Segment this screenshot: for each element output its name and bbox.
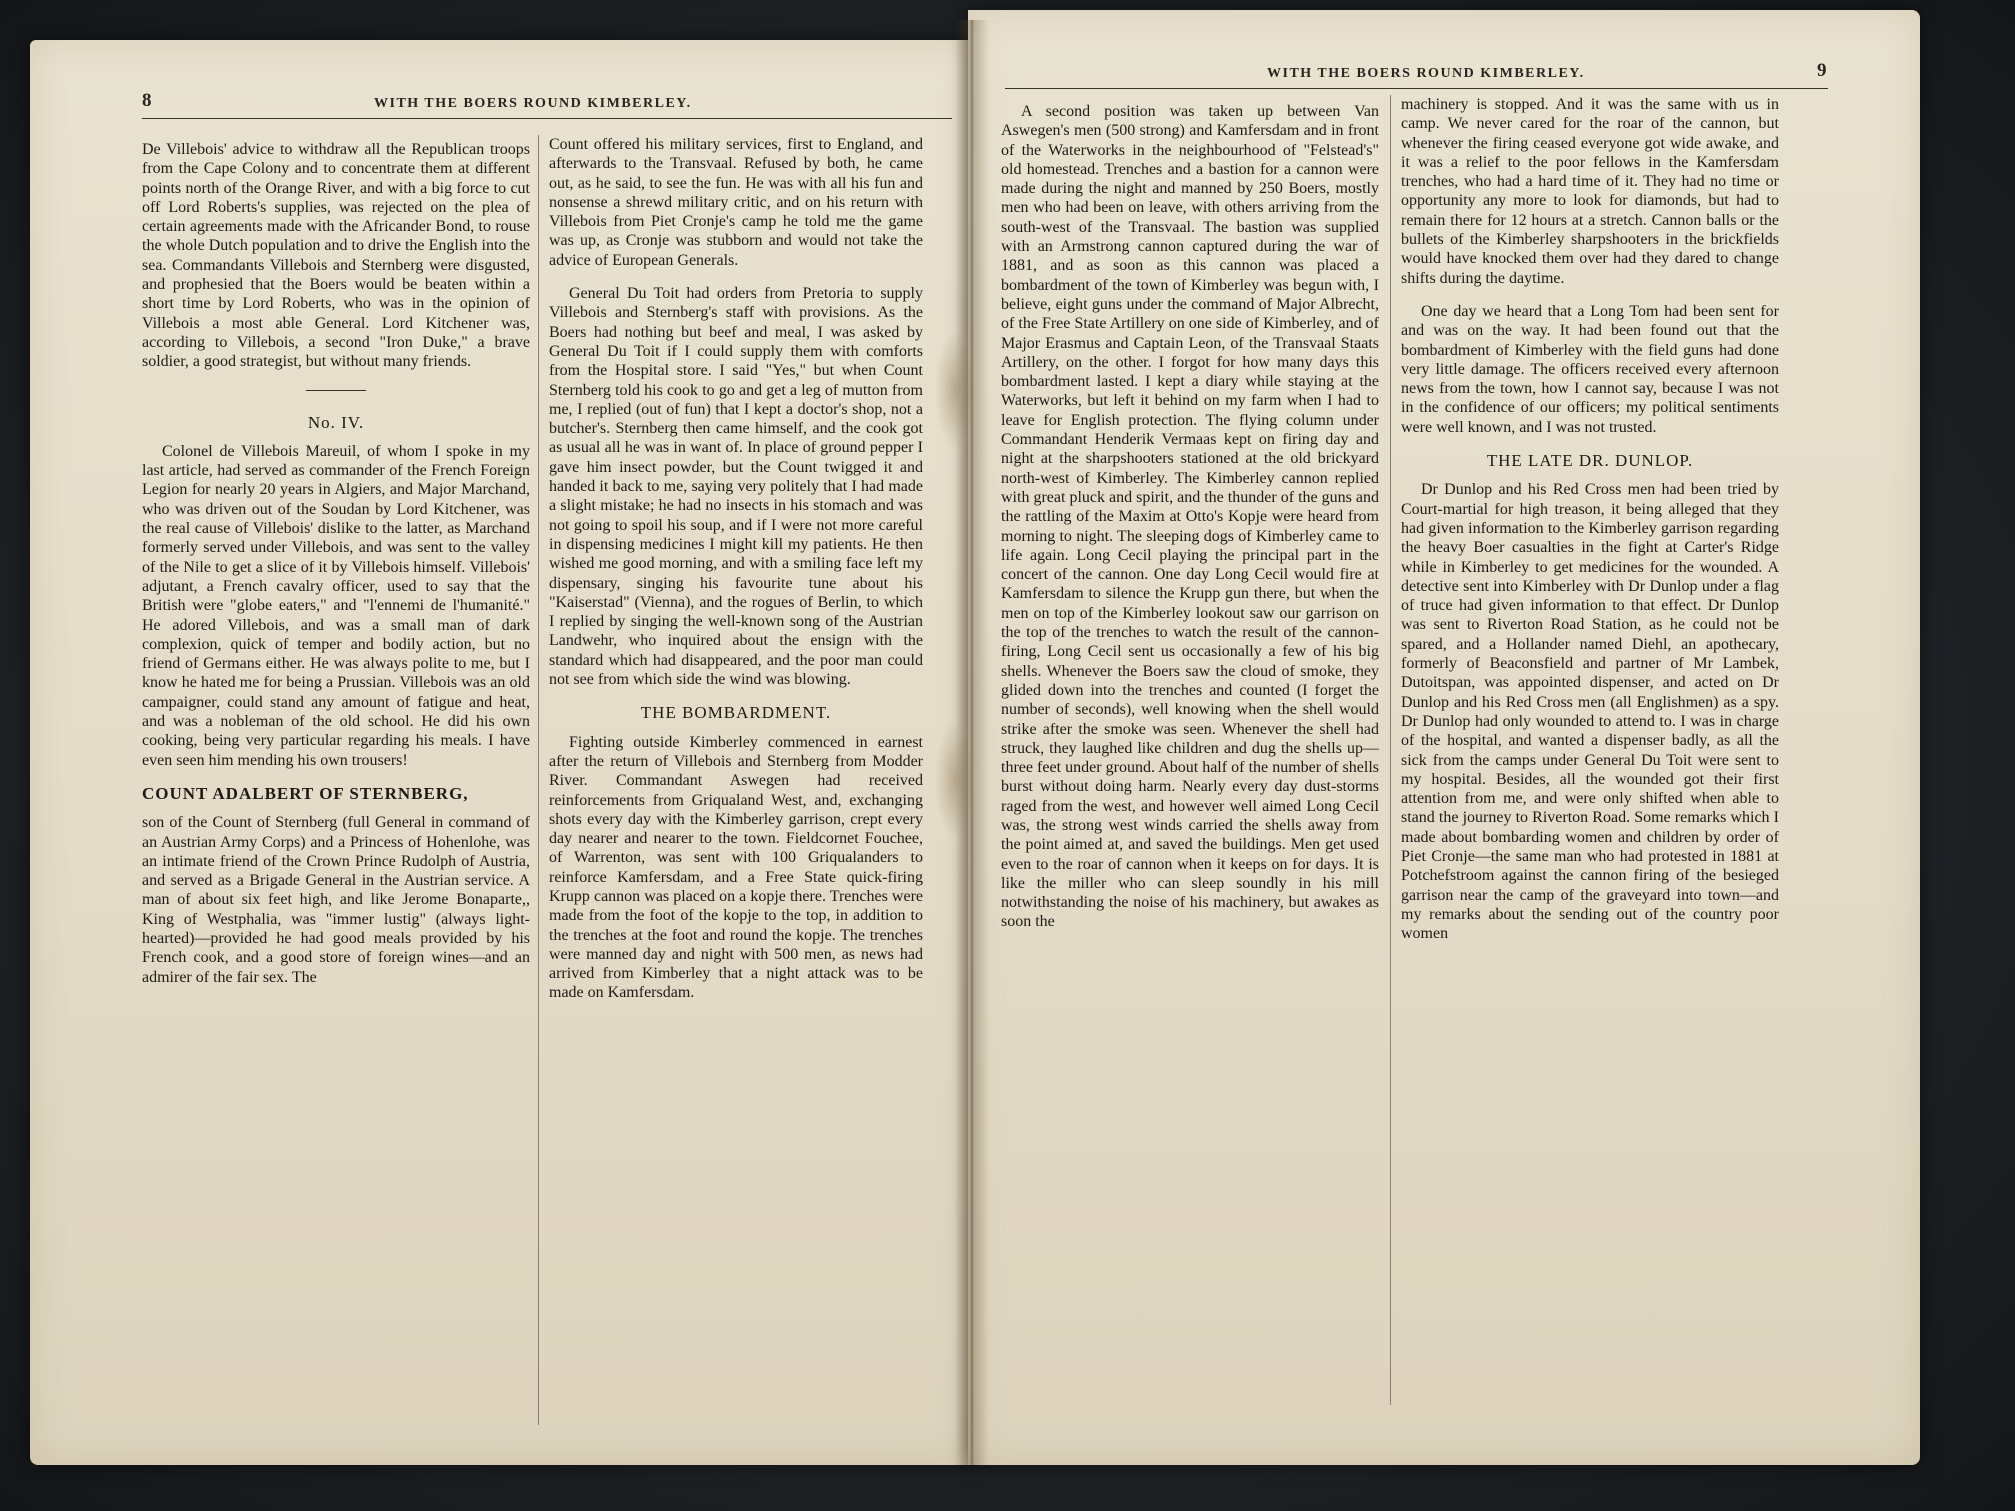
- right-col2-paragraph-3: Dr Dunlop and his Red Cross men had been tried by Court-martial for high treason, it being alleged that they had given information to the Kimberley garrison regarding the heavy Boer casualties in the fight at Carter's Ridge while in Kimberley to get medicines for the wounded. A detective sent into Kimberley with Dr Dunlop under a flag of truce had given information to that effect. Dr Dunlop was sent to Riverton Road Station, as he could not be spared, and a Hollander named Diehl, an apothecary, formerly of Beaconsfield and partner of Mr Lambek, Dutoitspan, was appointed dispenser, and acted on Dr Dunlop and his Red Cross men (all Englishmen) as a spy. Dr Dunlop had only wounded to attend to. I was in charge of the hospital, and wanted a dispenser badly, as all the sick from the camps under General Du Toit were sent to my hospital. Besides, all the wounded got their first attention from me, and were only shifted when able to stand the journey to Riverton Road. Some remarks which I made about bombarding women and children by order of Piet Cronje—the same man who had protested in 1881 at Potchefstroom against the cannon firing of the besieged garrison near the camp of the graveyard into town—and my remarks about the sending out of the country poor women: [1401, 481, 1779, 943]
- left-col2-paragraph-3: Fighting outside Kimberley commenced in earnest after the return of Villebois and Sternberg from Modder River. Commandant Aswegen had received reinforcements from Griqualand West, and, exchanging shots every day with the Kimberley garrison, crept every day nearer and nearer to the town. Fieldcornet Fouchee, of Warrenton, was sent with 100 Griqualanders to reinforce Kamfersdam, and a Free State quick-firing Krupp cannon was placed on a kopje there. Trenches were made from the foot of the kopje to the top, in addition to the trenches at the foot and round the kopje. The trenches were manned day and night with 500 men, as news had arrived from Kimberley that a night attack was to be made on Kamfersdam.: [549, 733, 923, 1002]
- left-page-number: 8: [142, 90, 153, 111]
- left-column-1: [142, 140, 530, 1420]
- left-col1-paragraph-3: son of the Count of Sternberg (full General in command of an Austrian Army Corps) and a Princess of Hohenlohe, was an intimate friend of the Crown Prince Rudolph of Austria, and served as a Brigade General in the Austrian service. A man of about six feet high, and like Jerome Bonaparte,, King of Westphalia, was "immer lustig" (always light-hearted)—provided he had good meals provided by his French cook, and a good store of foreign wines—and an admirer of the fair sex. The: [142, 814, 530, 986]
- right-column-2: [1390, 95, 1779, 1405]
- left-col2-paragraph-1: Count offered his military services, first to England, and afterwards to the Transvaal. Refused by both, he came out, as he said, to see the fun. He was with all his fun and nonsense a shrewd military critic, and on his return with Villebois from Piet Cronje's camp he told me the game was up, as Cronje was stubborn and would not take the advice of European Generals.: [549, 136, 923, 269]
- section-divider: [306, 390, 366, 391]
- spine-stain: [935, 330, 975, 450]
- left-col2-paragraph-2: General Du Toit had orders from Pretoria to supply Villebois and Sternberg's staff with provisions. As the Boers had nothing but beef and meal, I was asked by General Du Toit if I could supply them with comforts from the Hospital store. I said "Yes," but when Count Sternberg told his cook to go and get a leg of mutton from me, I replied (out of fun) that I kept a doctor's shop, not a butcher's. Sternberg then came himself, and the cook got as usual all he was in want of. In place of ground pepper I gave him insect powder, but the Count twigged it and handed it back to me, saying very politely that I had made a slight mistake; he had no insects in his stomach and was not going to spoil his soup, and if I were not more careful in dispensing medicines I might kill my patients. He then wished me good morning, and with a smiling face left my dispensary, singing his favourite tune about his "Kaiserstad" (Vienna), and the rogues of Berlin, to which I replied by singing the well-known song of the Austrian Landwehr, who inquired about the ensign with the standard which had disappeared, and the poor man could not see from which side the wind was blowing.: [549, 285, 923, 689]
- right-column-1: [1001, 102, 1379, 1402]
- section-heading-bombardment: THE BOMBARDMENT.: [640, 703, 832, 723]
- left-running-title: WITH THE BOERS ROUND KIMBERLEY.: [374, 96, 692, 111]
- right-col2-paragraph-1: machinery is stopped. And it was the same with us in camp. We never cared for the roar of the cannon, but whenever the firing ceased everyone got wide awake, and it was a relief to the poor fellows in the Kamfersdam trenches, who had a hard time of it. They had no time or opportunity any more to look for diamonds, but had to remain there for 12 hours at a stretch. Cannon balls or the bullets of the Kimberley sharpshooters in the brickfields would have knocked them over had they dared to change shifts during the daytime.: [1401, 96, 1779, 287]
- right-page: [968, 10, 1920, 1465]
- right-page-number: 9: [1817, 60, 1828, 81]
- left-running-head: [142, 88, 952, 119]
- left-page: [30, 40, 975, 1465]
- left-col1-paragraph-1: De Villebois' advice to withdraw all the Republican troops from the Cape Colony and to concentrate them at different points north of the Orange River, and with a big force to cut off Lord Roberts's supplies, was rejected on the plea of certain agreements made with the Africander Bond, to rouse the whole Dutch population and to drive the English into the sea. Commandants Villebois and Sternberg were disgusted, and prophesied that the Boers would be beaten within a short time by Lord Roberts, who was in the opinion of Villebois a most able General. Lord Kitchener was, according to Villebois, a second "Iron Duke," a brave soldier, a good strategist, but without many friends.: [142, 141, 530, 371]
- section-heading-dunlop: THE LATE DR. DUNLOP.: [1486, 451, 1694, 471]
- right-col2-paragraph-2: One day we heard that a Long Tom had been sent for and was on the way. It had been found out that the bombardment of Kimberley with the field guns had done very little damage. The officers received every afternoon news from the town, how I cannot say, because I was not in the confidence of our officers; my political sentiments were well known, and I was not trusted.: [1401, 302, 1779, 436]
- left-col1-paragraph-2: Colonel de Villebois Mareuil, of whom I spoke in my last article, had served as commander of the French Foreign Legion for nearly 20 years in Algiers, and Major Marchand, who was driven out of the Soudan by Lord Kitchener, was the real cause of Villebois' dislike to the latter, as Marchand formerly served under Villebois, and was sent to the valley of the Nile to get a slice of it by Villebois himself. Villebois' adjutant, a French cavalry officer, used to say that the British were "globe eaters," and "l'ennemi de l'humanité." He adored Villebois, and was a small man of dark complexion, quick of temper and bodily action, but no friend of Germans either. He was always polite to me, but I know he hated me for being a Prussian. Villebois was an old campaigner, could stand any amount of fatigue and heat, and was a nobleman of the old school. He did his own cooking, being very particular regarding his meals. I have even seen him mending his own trousers!: [142, 442, 530, 769]
- spine-stain: [935, 720, 975, 840]
- right-col1-paragraph-1: A second position was taken up between Van Aswegen's men (500 strong) and Kamfersdam and in front of the Waterworks in the neighbourhood of "Felstead's" old homestead. Trenches and a bastion for a cannon were made during the night and manned by 250 Boers, mostly men who had been on leave, with others arriving from the south-west of the Transvaal. The bastion was supplied with an Armstrong cannon captured during the war of 1881, and as soon as this cannon was placed a bombardment of the town of Kimberley was begun with, I believe, eight guns under the command of Major Albrecht, of the Free State Artillery on one side of Kimberley, and of Major Erasmus and Captain Leon, of the Transvaal Staats Artillery, on the other. I forgot for how many days this bombardment lasted. I kept a diary while staying at the Waterworks, but left it behind on my farm when I had to leave for English protection. The flying column under Commandant Henderik Vermaas kept on firing day and night at the sharpshooters stationed at the old brickyard north-west of Kimberley. The Kimberley cannon replied with great pluck and spirit, and the thunder of the guns and the rattling of the Maxim at Otto's Kopje were heard from morning to night. The sleeping dogs of Kimberley came to life again. Long Cecil playing the principal part in the concert of the cannon. One day Long Cecil would fire at Kamfersdam to silence the Krupp gun there, but when the men on top of the Kimberley lookout saw our garrison on the top of the trenches to watch the result of the cannon-firing, Long Cecil sent us occasionally a few of his big shells. Whenever the Boers saw the cloud of smoke, they glided down into the trenches and counted (I forget the number of seconds), well knowing when the shell would strike after the smoke was seen. Whenever the shell had struck, they laughed like children and dug the shells up—three feet under ground. About half of the number of shells burst without doing harm. Nearly every day dust-storms raged from the west, and however well aimed Long Cecil was, the strong west winds carried the shells away from the point aimed at, and saved the buildings. Men get used even to the roar of cannon when it keeps on for days. It is like the miller who can sleep soundly in his mill notwithstanding the noise of his machinery, but awakes as soon the: [1001, 103, 1379, 931]
- left-column-2: [538, 135, 923, 1425]
- right-running-head: [1005, 58, 1828, 89]
- right-running-title: WITH THE BOERS ROUND KIMBERLEY.: [1267, 66, 1585, 81]
- section-heading-no-iv: No. IV.: [307, 412, 365, 432]
- section-heading-sternberg: COUNT ADALBERT OF STERNBERG,: [142, 783, 469, 803]
